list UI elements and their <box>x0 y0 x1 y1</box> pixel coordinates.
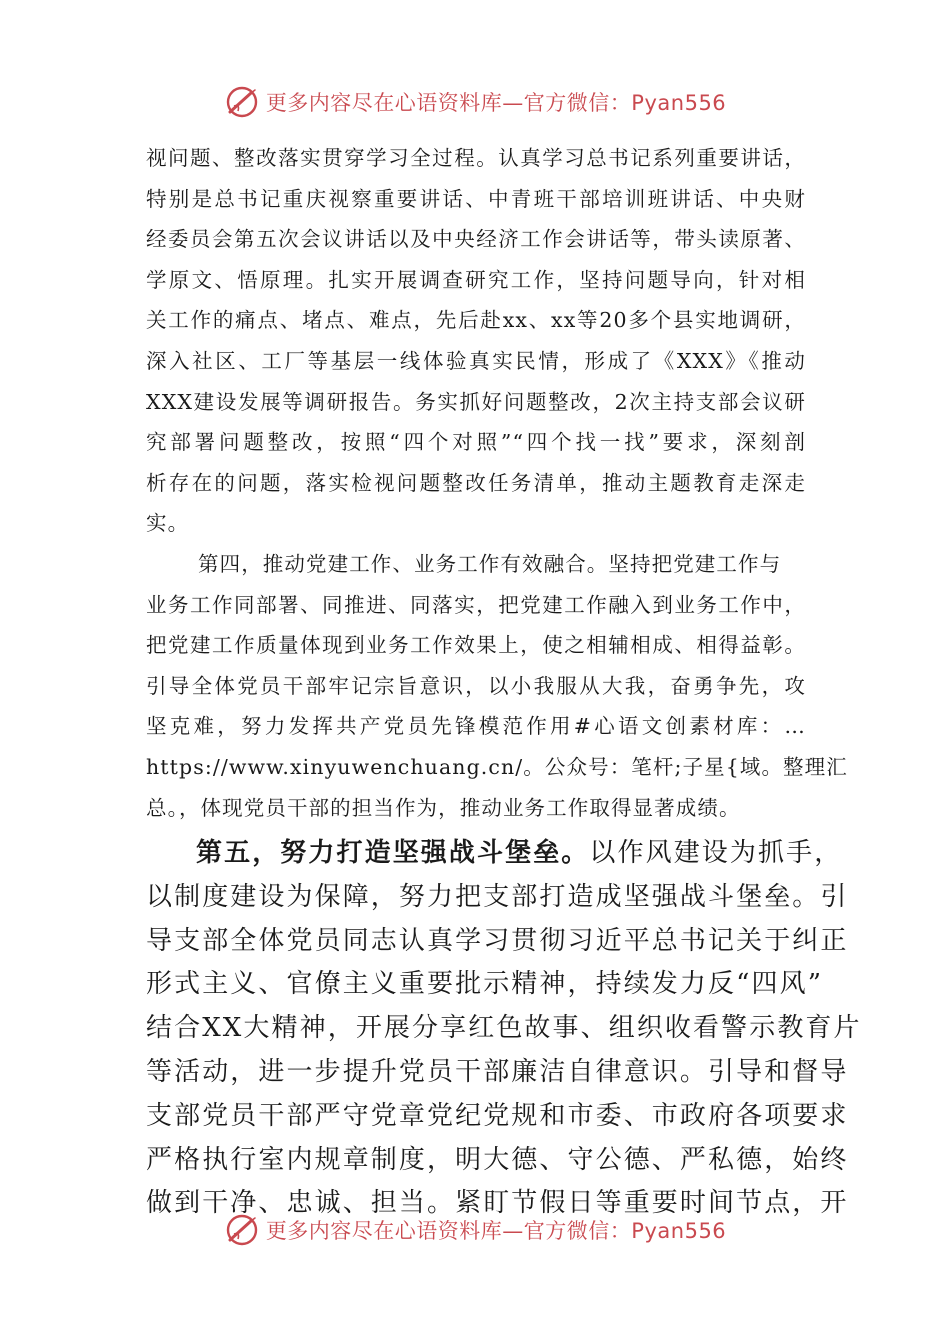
text-line: 形式主义、官僚主义重要批示精神，持续发力反“四风” <box>146 969 824 1000</box>
text-line: 做到干净、忠诚、担当。紧盯节假日等重要时间节点，开 <box>146 1188 849 1219</box>
text-line: 坚克难，努力发挥共产党员先锋模范作用#心语文创素材库：… <box>146 714 806 739</box>
text-line: 特别是总书记重庆视察重要讲话、中青班干部培训班讲话、中央财 <box>146 186 806 211</box>
text-line: 视问题、整改落实贯穿学习全过程。认真学习总书记系列重要讲话， <box>146 146 806 170</box>
pen-circle-logo-icon <box>224 1212 260 1248</box>
footer-banner-text: 更多内容尽在心语资料库—官方微信：Pyan556 <box>265 1219 727 1243</box>
footer-banner <box>0 1208 950 1252</box>
text-line: 深入社区、工厂等基层一线体验真实民情，形成了《XXX》《推动 <box>146 348 806 373</box>
text-line: 业务工作同部署、同推进、同落实，把党建工作融入到业务工作中， <box>146 592 806 617</box>
text-line: 支部党员干部严守党章党纪党规和市委、市政府各项要求 <box>146 1100 849 1131</box>
document-body <box>146 138 862 1226</box>
text-line: XXX建设发展等调研报告。务实抓好问题整改，2次主持支部会议研 <box>146 389 806 414</box>
text-line: 结合XX大精神，开展分享红色故事、组织收看警示教育片 <box>146 1013 862 1044</box>
text-line: 第四，推动党建工作、业务工作有效融合。坚持把党建工作与 <box>198 551 782 576</box>
text-line: 实。 <box>146 511 190 536</box>
text-line <box>146 832 843 876</box>
text-line: https://www.xinyuwenchuang.cn/。公众号：笔杆;子星{域。整理汇 <box>146 754 848 779</box>
text-line: 引导全体党员干部牢记宗旨意识，以小我服从大我，奋勇争先，攻 <box>146 673 806 698</box>
text-line: 经委员会第五次会议讲话以及中央经济工作会讲话等，带头读原著、 <box>146 227 806 252</box>
text-line: 究部署问题整改，按照“四个对照”“四个找一找”要求，深刻剖 <box>146 430 806 455</box>
text-line: 严格执行室内规章制度，明大德、守公德、严私德，始终 <box>146 1144 849 1175</box>
text-line: 导支部全体党员同志认真学习贯彻习近平总书记关于纠正 <box>146 925 849 956</box>
text-line: 等活动，进一步提升党员干部廉洁自律意识。引导和督导 <box>146 1057 849 1088</box>
text-line: 学原文、悟原理。扎实开展调查研究工作，坚持问题导向，针对相 <box>146 267 806 292</box>
header-banner-text: 更多内容尽在心语资料库—官方微信：Pyan556 <box>265 91 727 115</box>
text-line: 析存在的问题，落实检视问题整改任务清单，推动主题教育走深走 <box>146 470 806 495</box>
section-continued-paragraphs <box>146 138 848 828</box>
section-five-paragraph <box>146 832 862 1226</box>
pen-circle-logo-icon <box>224 84 260 120</box>
text-line: 把党建工作质量体现到业务工作效果上，使之相辅相成、相得益彰。 <box>146 633 806 658</box>
text-line: 总。，体现党员干部的担当作为，推动业务工作取得显著成绩。 <box>146 795 741 820</box>
header-banner <box>0 80 950 124</box>
text-line: 以制度建设为保障，努力把支部打造成坚强战斗堡垒。引 <box>146 881 849 912</box>
text-fragment: 以作风建设为抓手， <box>589 838 843 869</box>
section-heading: 第五，努力打造坚强战斗堡垒。 <box>196 838 590 869</box>
text-line: 关工作的痛点、堵点、难点，先后赴xx、xx等20多个县实地调研， <box>146 308 806 333</box>
